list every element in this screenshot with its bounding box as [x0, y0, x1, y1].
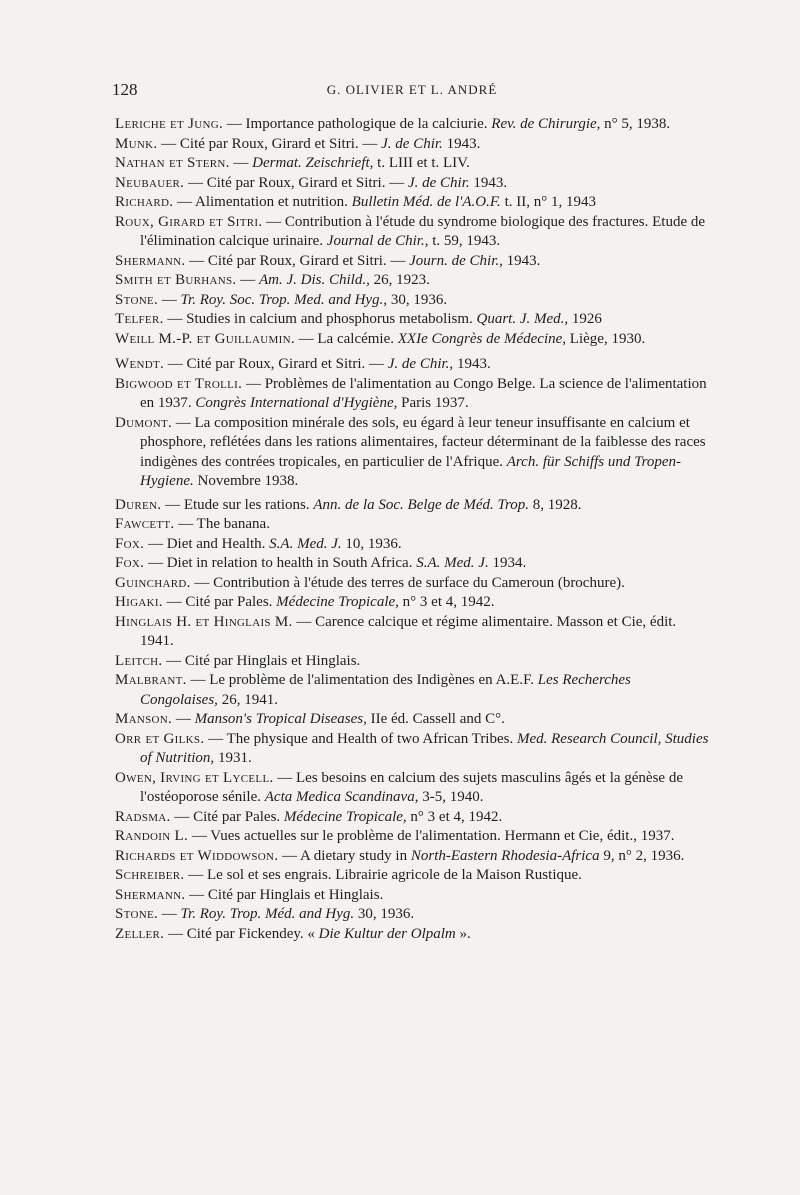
reference-entry	[115, 414, 711, 492]
reference-text: —	[158, 906, 181, 922]
reference-source: Ann. de la Soc. Belge de Méd. Trop.	[313, 496, 530, 513]
reference-source: J. de Chir.	[381, 135, 443, 152]
reference-author: Hinglais H. et Hinglais M.	[115, 613, 293, 630]
reference-source: Tr. Roy. Soc. Trop. Med. and Hyg.,	[180, 291, 388, 308]
reference-author: Schreiber.	[115, 867, 185, 883]
reference-details: 1943.	[469, 174, 508, 191]
reference-entry	[115, 886, 711, 906]
reference-entry	[115, 671, 711, 710]
reference-text: — Contribution à l'étude des terres de surface du Cameroun (brochure).	[190, 574, 625, 591]
reference-text: — Cité par Roux, Girard et Sitri. —	[185, 252, 410, 269]
reference-source: Médecine Tropicale,	[283, 808, 407, 825]
reference-entry	[115, 193, 711, 213]
reference-entry	[115, 213, 711, 252]
reference-text: — The banana.	[174, 516, 270, 532]
reference-entry	[115, 808, 711, 828]
reference-details: Liège, 1930.	[566, 330, 646, 347]
reference-source: North-Eastern Rhodesia-Africa	[410, 847, 600, 864]
reference-author: Orr et Gilks.	[115, 730, 205, 747]
reference-details: 1943.	[453, 356, 491, 372]
reference-entry	[115, 515, 711, 535]
reference-source: Manson's Tropical Diseases,	[194, 711, 367, 727]
reference-source: Tr. Roy. Trop. Méd. and Hyg.	[180, 906, 355, 922]
reference-text: — Cité par Pales.	[170, 808, 284, 825]
reference-entry	[115, 652, 711, 672]
reference-text: — Vues actuelles sur le problème de l'alimentation. Hermann et Cie, édit., 1937.	[188, 828, 675, 844]
reference-source: J. de Chir.,	[387, 356, 454, 372]
reference-text: — Contribution à l'étude du syndrome biologique des fractures. Etude de l'élimination calcique urinaire.	[140, 213, 706, 249]
reference-entry	[115, 574, 711, 594]
reference-source: Congrès International d'Hygiène,	[195, 395, 398, 411]
reference-author: Weill M.-P. et Guillaumin.	[115, 330, 295, 347]
reference-author: Richard.	[115, 194, 174, 210]
reference-details: 1943.	[502, 252, 541, 269]
reference-entry	[115, 710, 711, 730]
reference-entry	[115, 730, 711, 769]
reference-details: 10, 1936.	[341, 535, 402, 552]
reference-text: —	[236, 272, 259, 288]
reference-entry	[115, 271, 711, 291]
reference-details: 8, 1928.	[529, 496, 582, 513]
reference-author: Fox.	[115, 555, 145, 571]
reference-author: Malbrant.	[115, 672, 187, 688]
reference-author: Telfer.	[115, 311, 164, 327]
reference-text: —	[172, 711, 195, 727]
reference-source: Les Recherches Congolaises,	[140, 672, 631, 708]
reference-text: — Cité par Pales.	[162, 594, 277, 610]
reference-details: 30, 1936.	[354, 906, 415, 922]
reference-entry	[115, 535, 711, 555]
reference-source: XXIe Congrès de Médecine,	[397, 330, 567, 347]
reference-source: S.A. Med. J.	[269, 535, 342, 552]
reference-entry	[115, 613, 711, 652]
reference-source: Med. Research Council, Studies of Nutrition,	[140, 730, 709, 766]
reference-details: 3-5, 1940.	[418, 789, 484, 805]
reference-entry	[115, 847, 711, 867]
reference-entry	[115, 769, 711, 808]
reference-author: Owen, Irving et Lycell.	[115, 769, 274, 786]
page-header	[112, 80, 712, 100]
reference-text: — Diet in relation to health in South Africa.	[144, 555, 417, 571]
reference-author: Zeller.	[115, 925, 165, 942]
reference-source: Die Kultur der Olpalm	[318, 925, 456, 942]
reference-author: Higaki.	[115, 594, 163, 610]
reference-source: Acta Medica Scandinava,	[264, 789, 419, 805]
reference-author: Leriche et Jung.	[115, 116, 224, 132]
reference-text: — Le problème de l'alimentation des Indigènes en A.E.F.	[186, 672, 538, 688]
reference-entry	[115, 593, 711, 613]
reference-details: 26, 1923.	[369, 272, 430, 288]
reference-author: Fox.	[115, 535, 145, 552]
reference-source: Bulletin Méd. de l'A.O.F.	[351, 194, 501, 210]
reference-source: Journal de Chir.,	[326, 233, 429, 249]
reference-text: — Les besoins en calcium des sujets masculins âgés et la génèse de l'ostéoporose sénile.	[140, 769, 683, 805]
reference-details: IIe éd. Cassell and C°.	[366, 711, 505, 727]
reference-entry	[115, 291, 711, 311]
reference-entry	[115, 174, 711, 194]
reference-text: — Etude sur les rations.	[161, 496, 314, 513]
reference-text: — Cité par Hinglais et Hinglais.	[162, 652, 361, 669]
reference-details: 30, 1936.	[387, 291, 448, 308]
reference-details: t. LIII et t. LIV.	[373, 155, 470, 171]
reference-details: 1926	[568, 311, 602, 327]
reference-details: 1931.	[214, 750, 252, 766]
reference-text: — Cité par Roux, Girard et Sitri. —	[184, 174, 408, 191]
reference-entry	[115, 330, 711, 350]
reference-text: — Cité par Roux, Girard et Sitri. —	[164, 356, 388, 372]
reference-author: Leitch.	[115, 652, 163, 669]
reference-entry	[115, 252, 711, 272]
reference-author: Dumont.	[115, 414, 173, 431]
running-head: G. OLIVIER ET L. ANDRÉ	[326, 82, 498, 97]
reference-source: Quart. J. Med.,	[476, 311, 569, 327]
reference-author: Munk.	[115, 135, 158, 152]
reference-text: — Studies in calcium and phosphorus metabolism.	[163, 311, 477, 327]
reference-details: 1943.	[442, 135, 481, 152]
reference-details: 26, 1941.	[217, 691, 278, 708]
reference-entry	[115, 310, 711, 330]
reference-source: Journ. de Chir.,	[409, 252, 503, 269]
reference-text: —	[158, 291, 181, 308]
reference-details: Paris 1937.	[397, 395, 469, 411]
reference-text: — Importance pathologique de la calciurie.	[223, 116, 492, 132]
reference-text: — La calcémie.	[294, 330, 398, 347]
reference-text: — Le sol et ses engrais. Librairie agricole de la Maison Rustique.	[184, 867, 582, 883]
reference-details: t. 59, 1943.	[428, 233, 501, 249]
reference-text: — La composition minérale des sols, eu égard à leur teneur insuffisante en calcium et phosphore, reflétées dans les rations alimentaires, facteur déterminant de la faiblesse des races indigènes des contrées tropicales, en particulier de l'Afrique.	[140, 414, 706, 470]
reference-details: 9, n° 2, 1936.	[599, 847, 685, 864]
page-number: 128	[112, 80, 138, 99]
reference-text: — Diet and Health.	[144, 535, 270, 552]
reference-details: n° 5, 1938.	[600, 116, 671, 132]
reference-entry	[115, 115, 711, 135]
reference-author: Nathan et Stern.	[115, 155, 230, 171]
reference-source: Dermat. Zeischrieft,	[252, 155, 374, 171]
reference-entry	[115, 827, 711, 847]
reference-entry	[115, 905, 711, 925]
reference-entry	[115, 135, 711, 155]
reference-entry	[115, 154, 711, 174]
reference-entry	[115, 925, 711, 945]
reference-author: Richards et Widdowson.	[115, 847, 279, 864]
reference-author: Smith et Burhans.	[115, 272, 237, 288]
reference-text: — Carence calcique et régime alimentaire. Masson et Cie, édit. 1941.	[140, 613, 677, 649]
reference-author: Neubauer.	[115, 174, 185, 191]
reference-details: 1934.	[488, 555, 527, 571]
reference-text: — Cité par Roux, Girard et Sitri. —	[157, 135, 382, 152]
reference-author: Manson.	[115, 711, 173, 727]
reference-text: — Problèmes de l'alimentation au Congo Belge. La science de l'alimentation en 1937.	[140, 375, 707, 411]
reference-author: Roux, Girard et Sitri.	[115, 213, 263, 230]
reference-text: — Alimentation et nutrition.	[173, 194, 352, 210]
reference-author: Stone.	[115, 906, 159, 922]
reference-source: Am. J. Dis. Child.,	[258, 272, 370, 288]
reference-source: Rev. de Chirurgie,	[491, 116, 601, 132]
reference-entry	[115, 866, 711, 886]
reference-source: S.A. Med. J.	[416, 555, 489, 571]
reference-author: Fawcett.	[115, 516, 175, 532]
reference-entry	[115, 375, 711, 414]
reference-details: ».	[455, 925, 471, 942]
bibliography-list	[115, 115, 711, 944]
reference-entry	[115, 496, 711, 516]
reference-details: n° 3 et 4, 1942.	[406, 808, 503, 825]
reference-text: — A dietary study in	[278, 847, 411, 864]
reference-author: Stone.	[115, 291, 159, 308]
reference-text: — Cité par Hinglais et Hinglais.	[185, 886, 384, 903]
reference-author: Guinchard.	[115, 574, 191, 591]
reference-details: t. II, n° 1, 1943	[500, 194, 596, 210]
reference-author: Wendt.	[115, 356, 165, 372]
reference-author: Shermann.	[115, 252, 186, 269]
reference-entry	[115, 355, 711, 375]
reference-author: Randoin L.	[115, 828, 189, 844]
reference-author: Shermann.	[115, 886, 186, 903]
reference-text: —	[229, 155, 253, 171]
reference-author: Bigwood et Trolli.	[115, 375, 243, 392]
reference-source: Arch. für Schiffs und Tropen-Hygiene.	[140, 453, 682, 489]
reference-author: Radsma.	[115, 808, 171, 825]
reference-details: Novembre 1938.	[193, 473, 299, 489]
reference-entry	[115, 554, 711, 574]
reference-source: J. de Chir.	[407, 174, 470, 191]
reference-text: — Cité par Fickendey. «	[164, 925, 319, 942]
reference-author: Duren.	[115, 496, 162, 513]
reference-details: n° 3 et 4, 1942.	[398, 594, 495, 610]
reference-text: — The physique and Health of two African Tribes.	[204, 730, 517, 747]
reference-source: Médecine Tropicale,	[276, 594, 399, 610]
